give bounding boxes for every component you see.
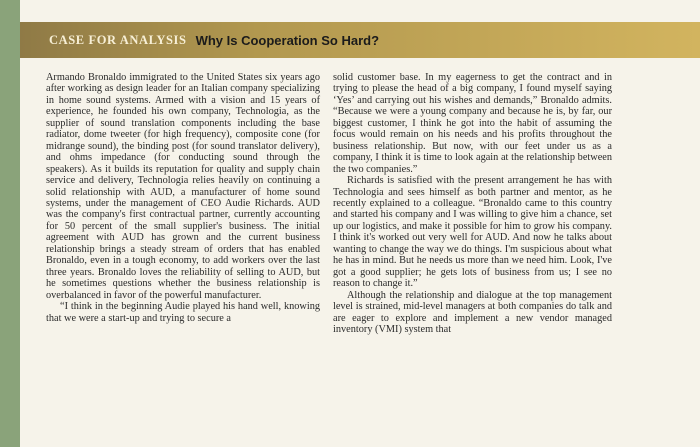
- case-kicker: CASE FOR ANALYSIS: [49, 32, 187, 47]
- left-text-column: [46, 72, 320, 324]
- left-color-strip: [0, 0, 20, 447]
- case-header-bar: [20, 22, 700, 58]
- paragraph: solid customer base. In my eagerness to get the contract and in trying to please the head of a big company, I found myself saying ‘Yes’ and carrying out his wishes and demands,” Bronaldo admits. “Because we were a young company and because he is, by far, our biggest customer, I think he got into the habit of assuming the focus would remain on his needs and his profits throughout the business relationship. But now, with our feet under us as a company, I think it is time to look again at the relationship between the two companies.”: [333, 72, 612, 175]
- paragraph: Richards is satisfied with the present arrangement he has with Technologia and sees himself as both partner and mentor, as he recently explained to a colleague. “Bronaldo came to this country and started his company and I was willing to give him a chance, set up our logistics, and make it possible for him to grow his company. I think it's worked out very well for AUD. And now he talks about wanting to change the way we do things. I'm suspicious about what he has in mind. But he needs us more than we need him. Look, I've got a good supplier; he gets lots of business from us; I see no reason to change it.”: [333, 175, 612, 290]
- paragraph: Armando Bronaldo immigrated to the United States six years ago after working as design leader for an Italian company specializing in home sound systems. Armed with a vision and 15 years of experience, he founded his own company, Technologia, as the supplier of sound translation components including the base radiator, dome tweeter (for high frequency), composite cone (for midrange sound), the binding post (for sound translator delivery), and ohms impedance (for conducting sound through the speakers). As it builds its reputation for quality and supply chain service and delivery, Technologia relies heavily on continuing a solid relationship with AUD, a manufacturer of home sound systems, under the management of CEO Audie Richards. AUD was the company's first contractual partner, currently accounting for 50 percent of the small supplier's business. The initial agreement with AUD has grown and the current business relationship brings a steady stream of orders that has enabled Bronaldo, even in a tough economy, to add workers over the last three years. Bronaldo loves the reliability of selling to AUD, but he sometimes questions whether the business relationship is overbalanced in favor of the powerful manufacturer.: [46, 72, 320, 301]
- right-text-column: [333, 72, 612, 335]
- case-title: Why Is Cooperation So Hard?: [195, 32, 380, 48]
- paragraph: Although the relationship and dialogue at the top management level is strained, mid-level managers at both companies do talk and are eager to explore and implement a new vendor managed inventory (VMI) system that: [333, 289, 612, 335]
- paragraph: “I think in the beginning Audie played his hand well, knowing that we were a start-up and trying to secure a: [46, 301, 320, 324]
